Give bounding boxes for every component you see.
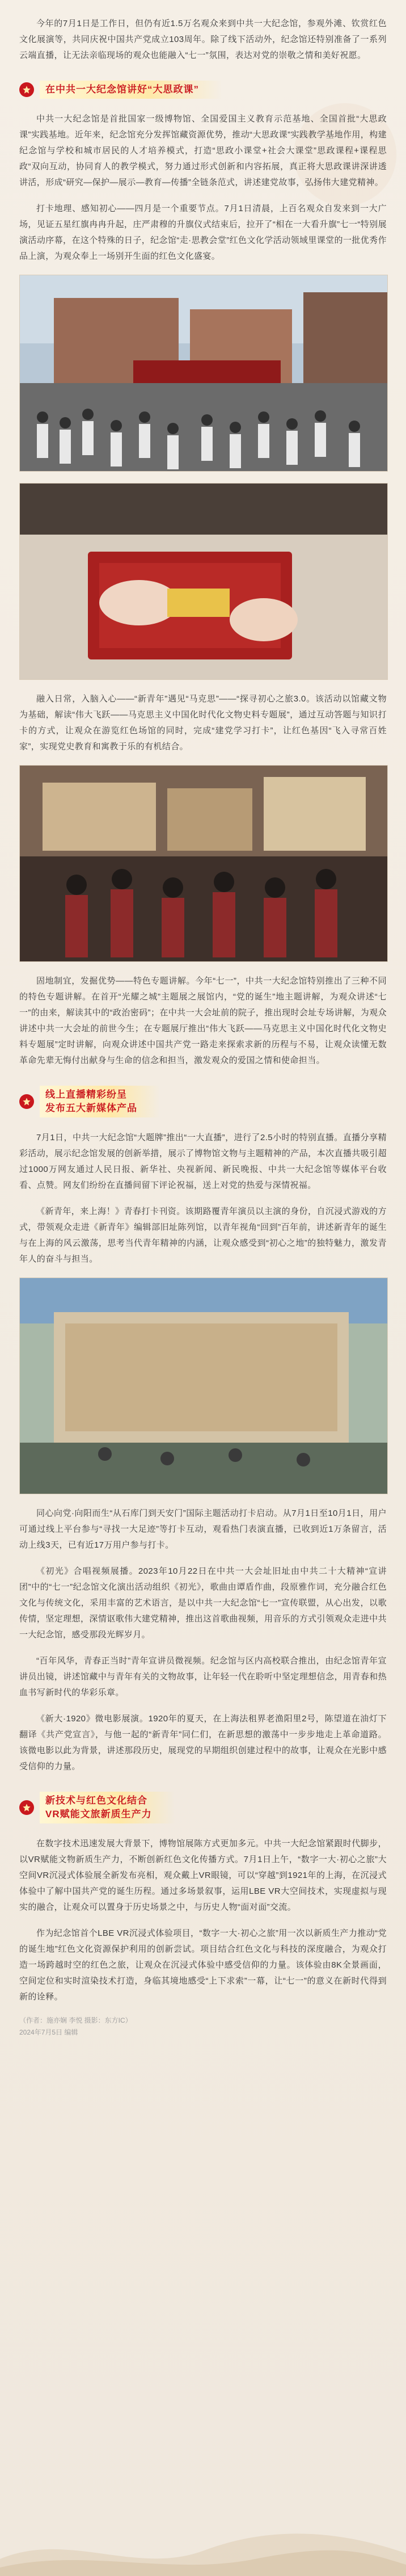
section1-paragraph-3: 融入日常，入脑入心——“新青年”遇见“马克思”——“探寻初心之旅3.0。该活动以馆藏文物为基础，解读“伟大飞跃——马克思主义中国化时代化文物史料专题展”，通过互动答题与知识打卡的方式，让观众在游览红色场馆的同时，完成“建党学习打卡”，让红色基因“飞入寻常百姓家”，实现党史教育和寓教于乐的有机结合。 xyxy=(19,694,387,751)
section2-paragraph-2: 《新青年，来上海！》青春打卡刊资。该期路覆青年演员以主演的身份，自沉浸式游戏的方式，带领观众走进《新青年》编辑部旧址陈列馆，以青年视角“回到”百年前，讲述新青年的诞生与在上海的风云激荡，思考当代青年精神的内涵，让观众感受到“初心之地”的独特魅力，激发青年人的奋斗与担当。 xyxy=(19,1207,387,1264)
section2-paragraph-6: 《新大·1920》微电影展演。1920年的夏天，在上海法租界老渔阳里2号，陈望道在油灯下翻译《共产党宣言》，与他一起的“新青年”同仁们，在新思想的激荡中一步步地走上革命道路。该微电影以此为背景，讲述那段历史，展现党的早期组织创建过程中的故事，让观众在光影中感受信仰的力量。 xyxy=(19,1714,387,1771)
section-heading-3 xyxy=(19,1792,387,1823)
author-signature: （作者：施亦娴 李悦 摄影：东方IC） xyxy=(19,2016,132,2024)
section-title-3 xyxy=(40,1792,175,1823)
section-title-2 xyxy=(40,1086,160,1117)
intro-paragraph: 今年的7月1日是工作日，但仍有近1.5万名观众来到中共一大纪念馆，参观外滩、钦赏红色文化展演等，共同庆祝中国共产党成立103周年。除了线下活动外，纪念馆还特别准备了一系列云端直播，让无法亲临现场的观众也能融入“七一”氛围，表达对党的崇敬之情和美好祝愿。 xyxy=(19,19,387,60)
star-badge-icon xyxy=(19,82,34,97)
star-badge-icon xyxy=(19,1094,34,1109)
section-title-3-line-1: 新技术与红色文化结合 xyxy=(45,1795,147,1806)
section-title-3-line-2: VR赋能文旅新质生产力 xyxy=(45,1809,152,1819)
section1-paragraph-1: 中共一大纪念馆是首批国家一级博物馆、全国爱国主义教育示范基地、全国首批“大思政课”实践基地。近年来，纪念馆充分发挥馆藏资源优势，推动“大思政课”实践教学基地作用，构建纪念馆与学校和城市居民的人才培养模式，打造“思政小课堂+社会大课堂”思政课程+课程思政“双向互动，协同育人的教学模式，努力通过形式创新和内容拓展，真正将大思政课讲深讲透讲活，形成“研究—保护—展示—教育—传播”全链条范式，讲述建党故事，弘扬伟大建党精神。 xyxy=(19,114,387,187)
section-title-2-line-2: 发布五大新媒体产品 xyxy=(45,1103,137,1113)
footer-decoration xyxy=(0,2497,406,2576)
star-badge-icon xyxy=(19,1800,34,1815)
section2-paragraph-5: “百年风华，青春正当时”青年宣讲员微视频。纪念馆与区内高校联合推出，由纪念馆青年宣讲员出镜，讲述馆藏中与青年有关的文物故事，让年轻一代在聆听中坚定理想信念，用青春和热血书写新时代的华彩乐章。 xyxy=(19,1656,387,1697)
section1-paragraph-2: 打卡地理、感知初心——四月是一个重要节点。7月1日清晨，上百名观众自发来到一大广场，见证五星红旗冉冉升起，庄严肃穆的升旗仪式结束后，拉开了“相在一大看升旗”七一“特别展演活动序幕，在这个特殊的日子，纪念馆“走·思教会堂”红色文化学活动领域里课堂的一批优秀作品上演，为观众奉上一场别开生面的红色文化盛宴。 xyxy=(19,204,387,261)
photo-hands-red-book xyxy=(19,483,388,680)
publish-date: 2024年7月5日 编辑 xyxy=(19,2028,78,2036)
section-title-2-line-1: 线上直播精彩纷呈 xyxy=(45,1089,127,1100)
photo-youth-poster xyxy=(19,1278,388,1494)
section3-paragraph-2: 作为纪念馆首个LBE VR沉浸式体验项目，“数字一大·初心之旅”用一次以新质生产力推动“党的诞生地”红色文化资源保护利用的创新尝试。项目结合红色文化与科技的深度融合，为观众打造一场跨越时空的红色之旅，让观众在沉浸式体验中感受信仰的力量。该体验由8K全景画面，空间定位和实时渲染技术打造，身临其境地感受“上下求索”一幕，让“七一”的意义在新时代得到新的诠释。 xyxy=(19,1928,387,2002)
photo-flag-ceremony xyxy=(19,275,388,472)
section2-paragraph-4: 《初光》合唱视频展播。2023年10月22日在中共一大会址旧址由中共二十大精神“宣讲团”中的“七一”纪念馆文化演出活动组织《初光》，歌曲由谭盾作曲，段原雅作词，充分融合红色文化与传统文化，采用丰富的艺术语言，是以中共一大纪念馆“七一”宣传联盟，从心出发，以歌传情，坚定理想，深情讴歌伟大建党精神，推出这首歌曲视频，用音乐的方式引领观众走进中共一大纪念馆，感受那段光辉岁月。 xyxy=(19,1566,387,1640)
photo-exhibition-guide xyxy=(19,765,388,962)
section3-paragraph-1: 在数字技术迅速发展大背景下，博物馆展陈方式更加多元。中共一大纪念馆紧跟时代脚步，以VR赋能文物新质生产力，不断创新红色文化传播方式。7月1日上午，“数字一大·初心之旅”大空间VR沉浸式体验展全新发布亮相，观众戴上VR眼镜，可以“穿越”到1921年的上海，在沉浸式体验中了解中国共产党的诞生历程。通过多场景叙事，运用LBE VR大空间技术，实现虚拟与现实的融合，让观众可以置身于历史场景之中，与历史人物“面对面”交流。 xyxy=(19,1839,387,1912)
section1-paragraph-4: 固地制宜，发掘优势——特色专题讲解。今年“七一”，中共一大纪念馆特别推出了三种不同的特色专题讲解。在首开“光耀之城”主题展之展馆内，“党的诞生”地主题讲解，为观众讲述“七一”的由来，解读其中的“政治密码”；在中共一大会址前的院子，推出现时会址专场讲解，为观众讲述中共一大会址的前世今生；在专题展厅推出“伟大飞跃——马克思主义中国化时代化文物史料专题展”定时讲解，向观众讲述中国共产党一路走来探索求新的历程与不易，让观众读懂无数革命先辈无悔付出献身与生命的信念和担当，激发观众的爱国之情和使命担当。 xyxy=(19,976,387,1065)
section-heading-2 xyxy=(19,1086,387,1117)
section2-paragraph-3: 同心向党·向阳而生“从石库门到天安门”国际主题活动打卡启动。从7月1日至10月1日，用户可通过线上平台参与“寻找一大足迹”等打卡互动，观看热门表演直播，已收到近1万条留言，活动上线3天，已有近17万用户参与打卡。 xyxy=(19,1508,387,1550)
section2-paragraph-1: 7月1日，中共一大纪念馆“大题牌”推出“一大直播”，进行了2.5小时的特别直播。直播分享精彩活动，展示纪念馆发展的创新举措，展示了博物馆文物与主题精神的产品，本次直播共吸引超过1000万网友通过人民日报、新华社、央视新闻、新民晚报、中共一大纪念馆等媒体平台收看、点赞。网友们纷纷在直播间留下评论祝福，送上对党的热爱与深情祝福。 xyxy=(19,1133,387,1190)
section-heading-1 xyxy=(19,81,387,99)
section-title-1: 在中共一大纪念馆讲好“大思政课” xyxy=(40,81,222,99)
